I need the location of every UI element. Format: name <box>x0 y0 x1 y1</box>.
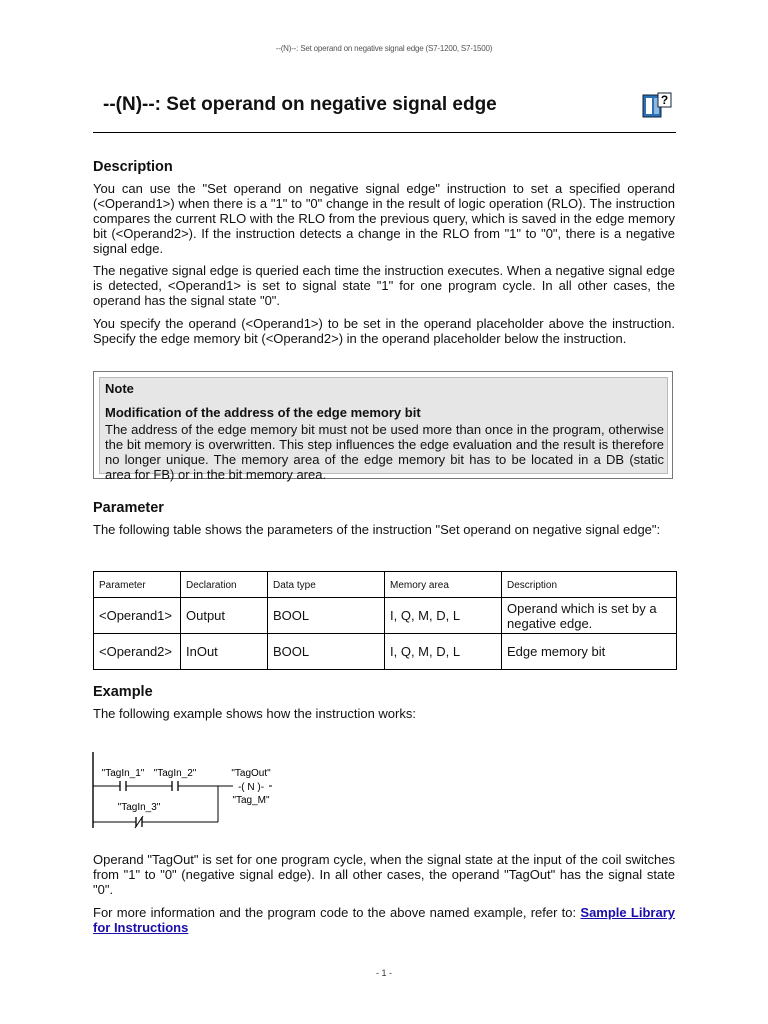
example-explanation: Operand "TagOut" is set for one program cycle, when the signal state at the input of the coil switches from "1" to "0" (negative signal edge). In all other cases, the operand "TagOut" has the signal state "0". <box>93 852 675 898</box>
more-info-text: For more information and the program code to the above named example, refer to: <box>93 905 577 920</box>
table-cell: I, Q, M, D, L <box>385 598 502 634</box>
svg-text:?: ? <box>660 93 669 107</box>
table-cell: BOOL <box>268 634 385 670</box>
table-cell: <Operand1> <box>94 598 181 634</box>
description-paragraph-1: You can use the "Set operand on negative signal edge" instruction to set a specified operand (<Operand1>) when there is a "1" to "0" change in the result of logic operation (RLO). The instruction compares the current RLO with the RLO from the previous query, which is saved in the edge memory bit (<Operand2>). If the instruction detects a change in the RLO from "1" to "0", there is a negative signal edge. <box>93 181 675 257</box>
table-row <box>94 598 677 634</box>
tag-label: "TagIn_2" <box>153 768 197 779</box>
column-header: Memory area <box>385 572 502 598</box>
table-cell: Operand which is set by a negative edge. <box>502 598 677 634</box>
help-book-icon[interactable] <box>642 92 672 120</box>
table-cell: InOut <box>181 634 268 670</box>
note-body: The address of the edge memory bit must not be used more than once in the program, otherwise the bit memory is overwritten. This step influences the edge evaluation and the result is therefore no longer unique. The memory area of the edge memory bit has to be located in a DB (static area for FB) or in the bit memory area. <box>105 422 664 482</box>
description-heading: Description <box>93 159 173 175</box>
tag-label: "TagIn_1" <box>101 768 145 779</box>
note-heading: Modification of the address of the edge memory bit <box>105 405 421 420</box>
more-info <box>93 905 675 935</box>
table-cell: Edge memory bit <box>502 634 677 670</box>
parameter-table <box>93 571 677 670</box>
note-box <box>93 371 673 482</box>
description-paragraph-3: You specify the operand (<Operand1>) to be set in the operand placeholder above the instruction. Specify the edge memory bit (<Operand2>) in the operand placeholder below the instruction. <box>93 316 675 347</box>
page-number: - 1 - <box>375 968 392 978</box>
parameter-heading: Parameter <box>93 500 164 516</box>
table-cell: I, Q, M, D, L <box>385 634 502 670</box>
table-header-row <box>94 572 677 598</box>
table-row <box>94 634 677 670</box>
example-intro: The following example shows how the instruction works: <box>93 706 416 721</box>
parameter-intro: The following table shows the parameters of the instruction "Set operand on negative signal edge": <box>93 522 661 537</box>
page-title: --(N)--: Set operand on negative signal edge <box>103 94 497 115</box>
column-header: Data type <box>268 572 385 598</box>
column-header: Parameter <box>94 572 181 598</box>
title-row <box>93 92 676 133</box>
ladder-diagram <box>90 750 290 840</box>
running-header: --(N)--: Set operand on negative signal edge (S7-1200, S7-1500) <box>275 44 493 53</box>
column-header: Declaration <box>181 572 268 598</box>
note-label: Note <box>105 381 134 396</box>
example-heading: Example <box>93 684 153 700</box>
coil-symbol: -( N )- <box>237 782 265 793</box>
tag-label: "TagOut" <box>231 768 271 779</box>
sample-library-link[interactable]: Sample Library for Instructions <box>93 905 675 936</box>
table-cell: <Operand2> <box>94 634 181 670</box>
column-header: Description <box>502 572 677 598</box>
table-cell: Output <box>181 598 268 634</box>
tag-label: "Tag_M" <box>232 795 270 806</box>
table-cell: BOOL <box>268 598 385 634</box>
description-paragraph-2: The negative signal edge is queried each time the instruction executes. When a negative signal edge is detected, <Operand1> is set to signal state "1" for one program cycle. In all other cases, the operand has the signal state "0". <box>93 263 675 309</box>
tag-label: "TagIn_3" <box>117 802 161 813</box>
